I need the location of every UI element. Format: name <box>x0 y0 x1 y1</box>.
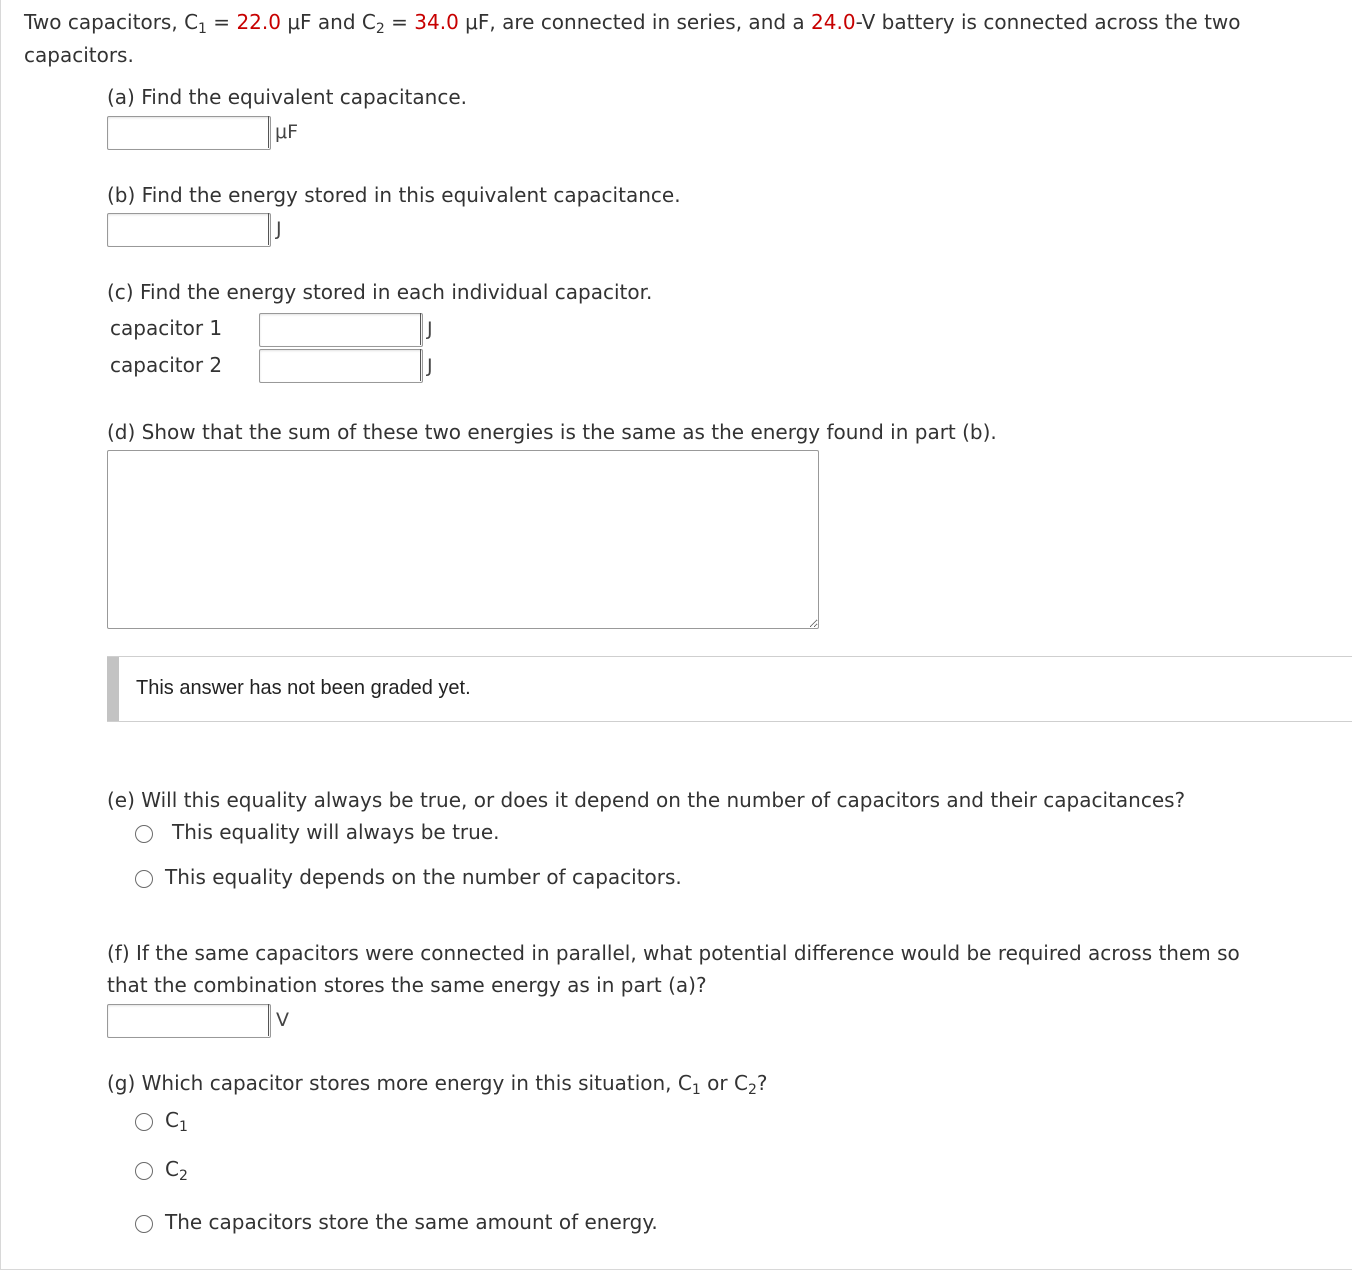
part-a-question: (a) Find the equivalent capacitance. <box>107 85 467 109</box>
grading-status-bar <box>107 657 119 721</box>
part-f-question-line1: (f) If the same capacitors were connected in parallel, what potential difference would be required across them so <box>107 941 1240 965</box>
c1-symbol: C <box>677 1071 692 1095</box>
equals-sign: = <box>384 10 415 34</box>
part-e-option-1-radio[interactable] <box>135 825 153 843</box>
part-g-option-c2-radio[interactable] <box>135 1162 153 1180</box>
c1-value: 22.0 <box>236 10 281 34</box>
part-a-unit: μF <box>275 121 299 143</box>
part-f-question-line2: that the combination stores the same energy as in part (a)? <box>107 973 707 997</box>
c2-subscript: 2 <box>747 1082 757 1098</box>
capacitor-2-label: capacitor 2 <box>110 353 223 377</box>
part-a-answer-input[interactable] <box>107 116 271 150</box>
part-b-question: (b) Find the energy stored in this equivalent capacitance. <box>107 183 681 207</box>
c2-symbol: C <box>361 10 376 34</box>
c2-symbol: C <box>733 1071 748 1095</box>
capacitor-1-unit: J <box>427 318 433 340</box>
part-g-option-c2-label[interactable] <box>165 1157 188 1184</box>
intro-end-text: -V battery is connected across the two <box>855 10 1241 34</box>
equals-sign: = <box>206 10 237 34</box>
part-g-question-text: (g) Which capacitor stores more energy in this situation, <box>107 1071 678 1095</box>
part-g-question <box>107 1071 768 1098</box>
c1-symbol: C <box>184 10 199 34</box>
unit-divider <box>420 349 421 381</box>
part-b-answer-input[interactable] <box>107 213 271 247</box>
c2-unit-text: μF, are connected in series, and a <box>458 10 812 34</box>
capacitor-2-unit: J <box>427 355 433 377</box>
part-f-answer-input[interactable] <box>107 1004 271 1038</box>
part-g-option-same-radio[interactable] <box>135 1215 153 1233</box>
c2-symbol: C <box>165 1157 179 1181</box>
c2-subscript: 2 <box>375 21 385 37</box>
part-g-option-c1-label[interactable] <box>165 1108 188 1135</box>
grading-status-panel <box>107 656 1352 722</box>
part-g-option-same-label[interactable]: The capacitors store the same amount of energy. <box>165 1210 658 1234</box>
part-e-option-2-label[interactable]: This equality depends on the number of capacitors. <box>165 865 682 889</box>
intro-text: Two capacitors, <box>24 10 185 34</box>
unit-divider <box>268 1004 269 1036</box>
c2-subscript: 2 <box>178 1168 188 1184</box>
c2-value: 34.0 <box>414 10 459 34</box>
problem-statement <box>24 10 1241 37</box>
c1-unit-text: μF and <box>280 10 362 34</box>
part-d-question: (d) Show that the sum of these two energies is the same as the energy found in part (b). <box>107 420 997 444</box>
c1-symbol: C <box>165 1108 179 1132</box>
c1-subscript: 1 <box>691 1082 701 1098</box>
part-e-option-1-label[interactable]: This equality will always be true. <box>172 820 500 844</box>
unit-divider <box>420 313 421 345</box>
problem-statement-line2: capacitors. <box>24 43 134 67</box>
part-e-option-2-radio[interactable] <box>135 870 153 888</box>
part-d-essay-textarea[interactable] <box>107 450 819 629</box>
c1-subscript: 1 <box>198 21 207 37</box>
part-e-question: (e) Will this equality always be true, or does it depend on the number of capacitors and their capacitances? <box>107 788 1186 812</box>
capacitor-1-energy-input[interactable] <box>259 313 423 347</box>
capacitor-2-energy-input[interactable] <box>259 349 423 383</box>
unit-divider <box>268 213 269 245</box>
unit-divider <box>268 116 269 148</box>
part-g-option-c1-radio[interactable] <box>135 1113 153 1131</box>
part-b-unit: J <box>276 218 282 240</box>
battery-voltage: 24.0 <box>811 10 856 34</box>
part-g-question-mark: ? <box>756 1071 768 1095</box>
c1-subscript: 1 <box>178 1119 188 1135</box>
capacitor-1-label: capacitor 1 <box>110 316 223 340</box>
part-g-question-or: or <box>700 1071 734 1095</box>
part-c-question: (c) Find the energy stored in each individual capacitor. <box>107 280 653 304</box>
part-f-unit: V <box>276 1009 289 1031</box>
grading-status-text: This answer has not been graded yet. <box>136 677 471 699</box>
